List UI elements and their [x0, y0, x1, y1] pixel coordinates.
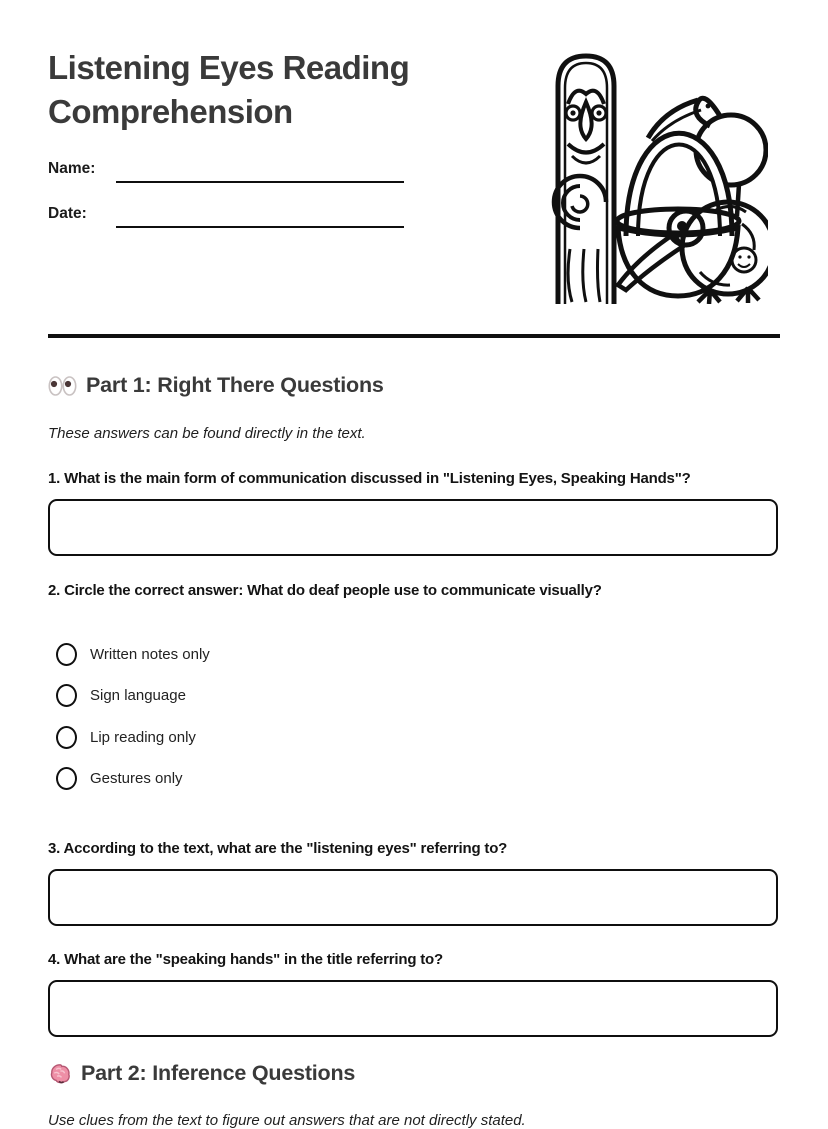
option-label: Lip reading only [90, 728, 196, 746]
brain-icon [48, 1062, 72, 1086]
question-3: 3. According to the text, what are the "listening eyes" referring to? [48, 840, 508, 857]
answer-box-4[interactable] [48, 980, 778, 1037]
answer-box-1[interactable] [48, 499, 778, 556]
question-1: 1. What is the main form of communication discussed in "Listening Eyes, Speaking Hands"? [48, 470, 691, 487]
option-label: Gestures only [90, 769, 183, 787]
radio-circle-icon[interactable] [56, 767, 77, 790]
section-divider [48, 334, 780, 338]
name-label: Name: [48, 160, 96, 177]
answer-box-3[interactable] [48, 869, 778, 926]
eyes-icon [48, 375, 77, 397]
radio-circle-icon[interactable] [56, 684, 77, 707]
name-input-line[interactable] [116, 181, 404, 183]
radio-circle-icon[interactable] [56, 726, 77, 749]
date-label: Date: [48, 205, 87, 222]
part1-heading-text: Part 1: Right There Questions [86, 373, 384, 397]
radio-circle-icon[interactable] [56, 643, 77, 666]
option-label: Sign language [90, 686, 186, 704]
maori-tiki-basket-kiwi-illustration [528, 44, 768, 304]
question-4: 4. What are the "speaking hands" in the title referring to? [48, 951, 443, 968]
part2-heading [48, 1061, 355, 1086]
option-sign-language[interactable] [56, 684, 186, 706]
part2-heading-text: Part 2: Inference Questions [81, 1061, 356, 1085]
question-2: 2. Circle the correct answer: What do deaf people use to communicate visually? [48, 582, 602, 599]
date-input-line[interactable] [116, 226, 404, 228]
option-written-notes-only[interactable] [56, 643, 210, 665]
option-lip-reading-only[interactable] [56, 726, 196, 748]
part2-subtitle: Use clues from the text to figure out answers that are not directly stated. [48, 1112, 526, 1129]
part1-heading [48, 373, 384, 398]
option-label: Written notes only [90, 645, 210, 663]
part1-subtitle: These answers can be found directly in the text. [48, 425, 366, 442]
page-title: Listening Eyes Reading Comprehension [48, 49, 410, 130]
option-gestures-only[interactable] [56, 767, 183, 789]
